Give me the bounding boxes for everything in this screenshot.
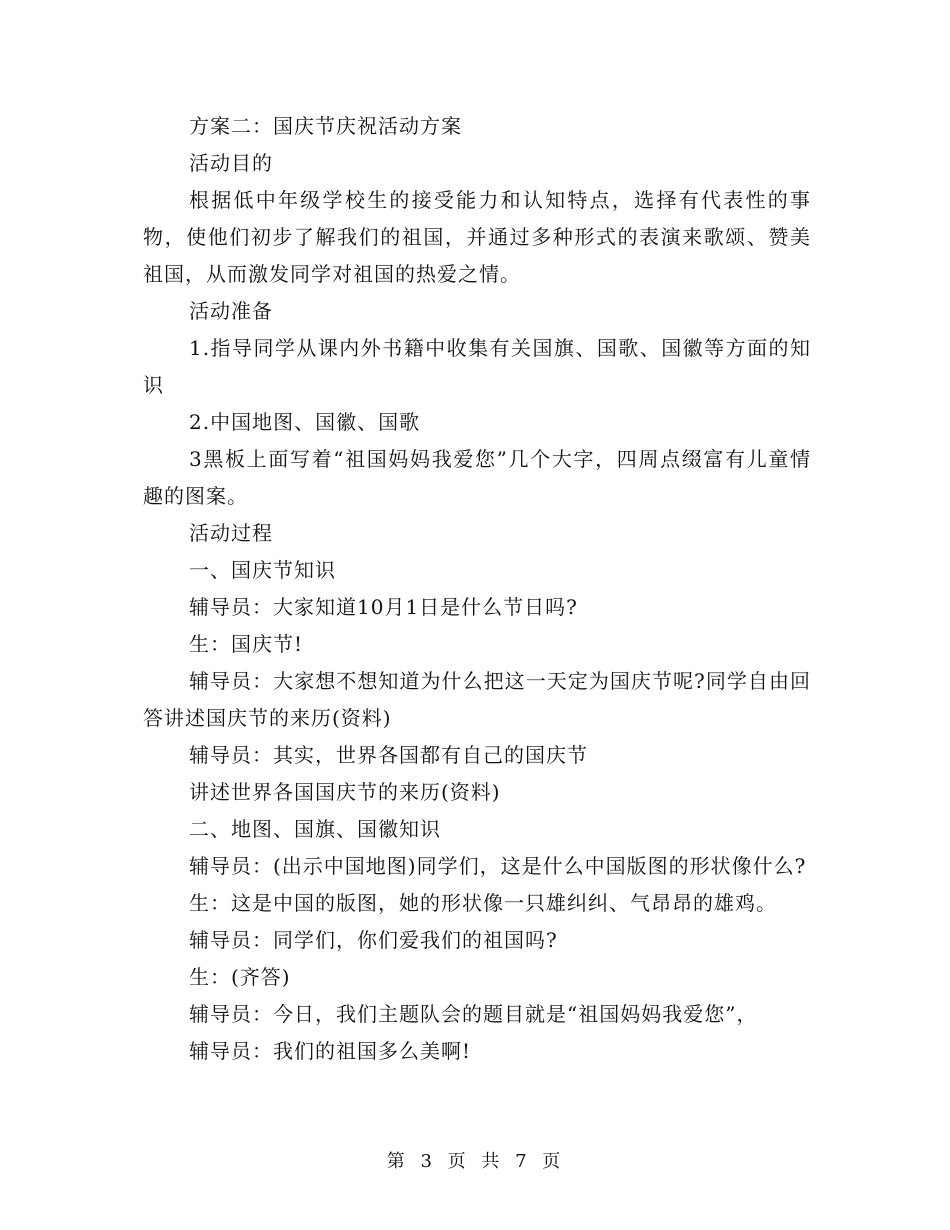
dialogue-line: 辅导员：大家想不想知道为什么把这一天定为国庆节呢?同学自由回答讲述国庆节的来历(资料) [143,669,811,730]
section-title: 方案二：国庆节庆祝活动方案 [189,114,462,138]
heading-activity-process: 活动过程 [189,521,273,545]
dialogue-line: 生：这是中国的版图，她的形状像一只雄纠纠、气昂昂的雄鸡。 [189,891,777,915]
page-number-footer: 第 3 页 共 7 页 [386,1151,564,1172]
dialogue-line: 辅导员：今日，我们主题队会的题目就是“祖国妈妈我爱您”， [189,1002,758,1026]
dialogue-line: 辅导员：(出示中国地图)同学们，这是什么中国版图的形状像什么? [189,854,807,878]
document-body [143,108,811,1070]
subheading-map-flag-emblem: 二、地图、国旗、国徽知识 [189,817,441,841]
heading-activity-preparation: 活动准备 [189,299,273,323]
dialogue-line: 讲述世界各国国庆节的来历(资料) [189,780,501,804]
dialogue-line: 辅导员：其实，世界各国都有自己的国庆节 [189,743,588,767]
subheading-national-day-knowledge: 一、国庆节知识 [189,558,336,582]
dialogue-line: 生：(齐答) [189,965,291,989]
preparation-item-1: 1.指导同学从课内外书籍中收集有关国旗、国歌、国徽等方面的知识 [143,336,811,397]
paragraph-purpose: 根据低中年级学校生的接受能力和认知特点，选择有代表性的事物，使他们初步了解我们的祖国，并通过多种形式的表演来歌颂、赞美祖国，从而激发同学对祖国的热爱之情。 [143,188,811,286]
dialogue-line: 辅导员：大家知道10月1日是什么节日吗? [189,595,578,619]
preparation-item-2: 2.中国地图、国徽、国歌 [189,410,421,434]
heading-activity-purpose: 活动目的 [189,151,273,175]
dialogue-line: 辅导员：我们的祖国多么美啊! [189,1039,472,1063]
dialogue-line: 辅导员：同学们，你们爱我们的祖国吗? [189,928,558,952]
dialogue-line: 生：国庆节! [189,632,304,656]
preparation-item-3: 3黑板上面写着“祖国妈妈我爱您”几个大字，四周点缀富有儿童情趣的图案。 [143,447,811,508]
